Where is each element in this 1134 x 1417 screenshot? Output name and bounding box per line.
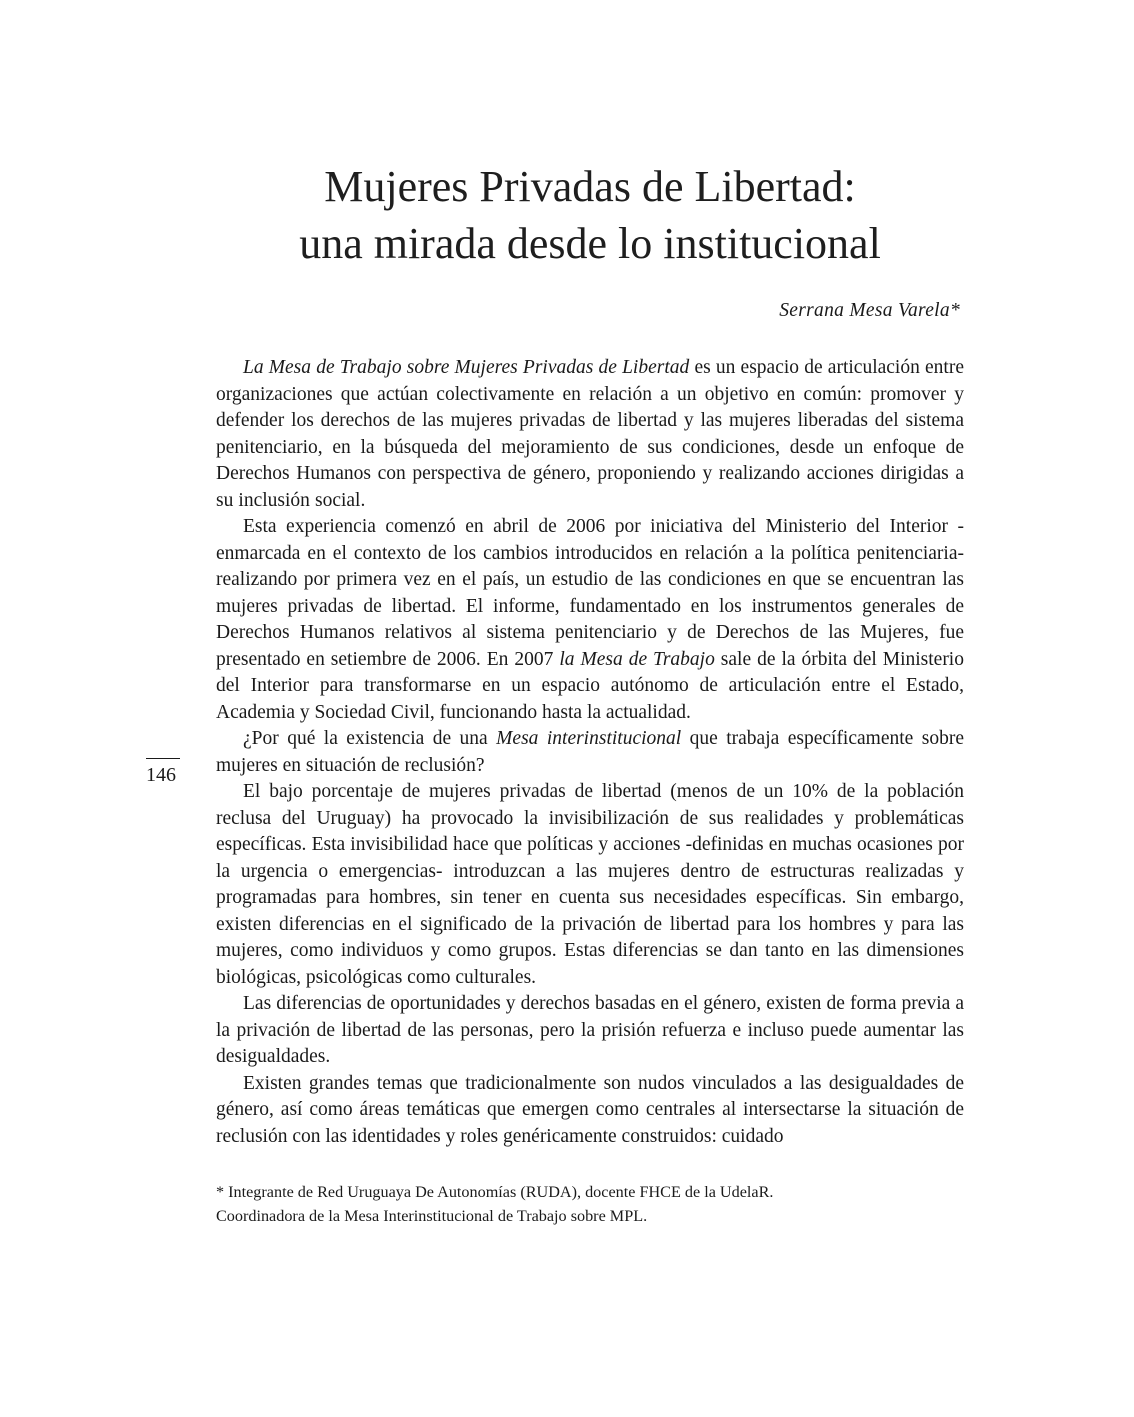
- footnote-line-2: Coordinadora de la Mesa Interinstitucional de Trabajo sobre MPL.: [216, 1207, 648, 1225]
- footnote-line-1: * Integrante de Red Uruguaya De Autonomías (RUDA), docente FHCE de la UdelaR.: [216, 1183, 774, 1201]
- paragraph-6: Existen grandes temas que tradicionalmente son nudos vinculados a las desigualdades de género, así como áreas temáticas que emergen como centrales al intersectarse la situación de reclusión con las identidades y roles genéricamente construidos: cuidado: [216, 1072, 964, 1147]
- emphasis-text: La Mesa de Trabajo sobre Mujeres Privadas de Libertad: [243, 357, 690, 378]
- paragraph-4: El bajo porcentaje de mujeres privadas de libertad (menos de un 10% de la población reclusa del Uruguay) ha provocado la invisibilización de sus realidades y problemáticas específicas. Esta invisibilidad hace que políticas y acciones -definidas en muchas ocasiones por la urgencia o emergencias- introduzcan a las mujeres dentro de estructuras realizadas y programadas para hombres, sin tener en cuenta sus necesidades específicas. Sin embargo, existen diferencias en el significado de la privación de libertad para los hombres y para las mujeres, como individuos y como grupos. Estas diferencias se dan tanto en las dimensiones biológicas, psicológicas como culturales.: [216, 781, 964, 988]
- title-line-1: Mujeres Privadas de Libertad:: [324, 162, 856, 211]
- paragraph-1: [216, 355, 964, 514]
- paragraph-3: [216, 726, 964, 779]
- emphasis-text: Mesa interinstitucional: [496, 728, 682, 749]
- title-line-2: una mirada desde lo institucional: [299, 219, 881, 268]
- author-name: Serrana Mesa Varela*: [779, 300, 960, 321]
- footnote: [216, 1180, 964, 1228]
- paragraph-text: Esta experiencia comenzó en abril de 2006 por iniciativa del Ministerio del Interior -enmarcada en el contexto de los cambios introducidos en relación a la política penitenciaria- realizando por primera vez en el país, un estudio de las condiciones en que se encuentran las mujeres privadas de libertad. El informe, fundamentado en los instrumentos generales de Derechos Humanos relativos al sistema penitenciario y de Derechos de las Mujeres, fue presentado en setiembre de 2006. En 2007: [216, 516, 964, 670]
- paragraph-text: que trabaja específicamente sobre mujeres en situación de reclusión?: [216, 728, 964, 776]
- paragraph-5: Las diferencias de oportunidades y derechos basadas en el género, existen de forma previa a la privación de libertad de las personas, pero la prisión refuerza e incluso puede aumentar las desigualdades.: [216, 993, 964, 1067]
- emphasis-text: la Mesa de Trabajo: [559, 648, 715, 670]
- paragraph-text: ¿Por qué la existencia de una: [243, 728, 497, 749]
- paragraph-text: es un espacio de articulación entre organizaciones que actúan colectivamente en relación a un objetivo en común: promover y defender los derechos de las mujeres privadas de libertad y las mujeres liberadas del sistema penitenciario, en la búsqueda del mejoramiento de sus condiciones, desde un enfoque de Derechos Humanos con perspectiva de género, proponiendo y realizando acciones dirigidas a su inclusión social.: [216, 357, 964, 511]
- page-title: [180, 158, 1000, 272]
- article-body: [216, 355, 964, 1150]
- paragraph-text: sale de la órbita del Ministerio del Interior para transformarse en un espacio autónomo de articulación entre el Estado, Academia y Sociedad Civil, funcionando hasta la actualidad.: [216, 648, 964, 723]
- page-number: 146: [146, 758, 180, 788]
- paragraph-2: [216, 514, 964, 726]
